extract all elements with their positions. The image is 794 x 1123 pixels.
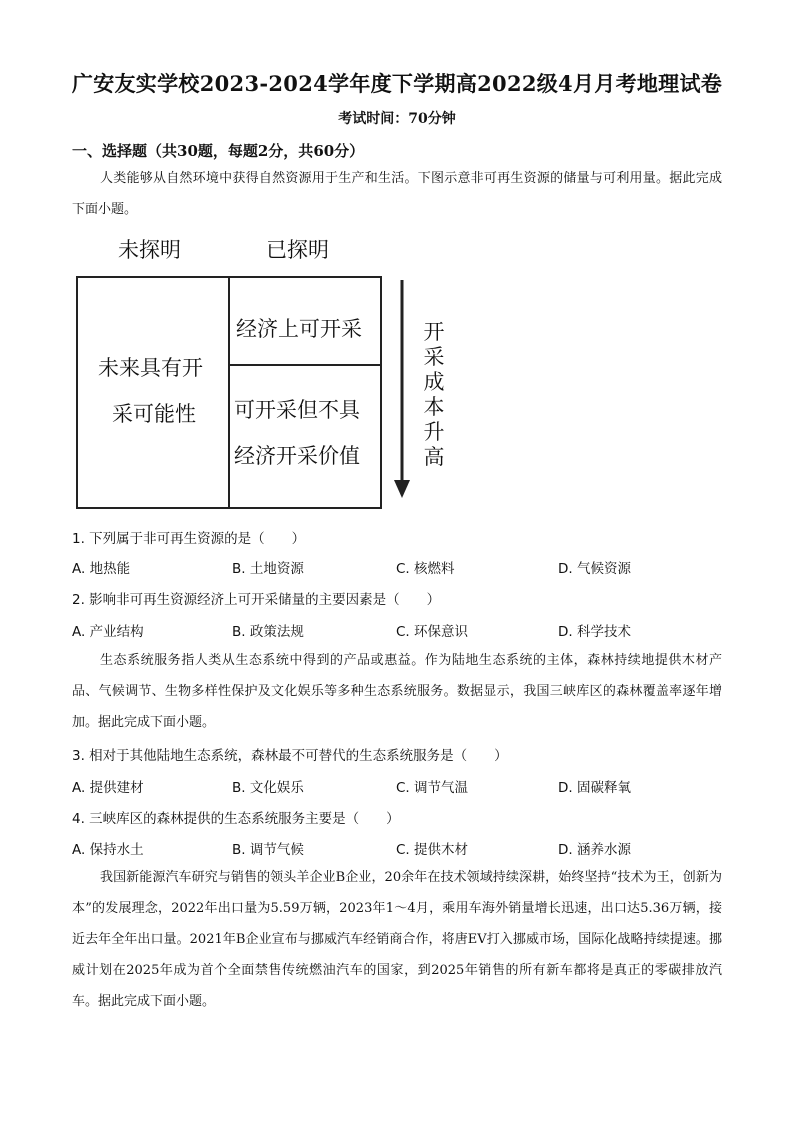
arrow-label-char: 本	[423, 395, 445, 419]
section-heading: 一、选择题（共30题，每题2分，共60分）	[72, 142, 365, 160]
resource-diagram	[70, 228, 470, 514]
option-b[interactable]: B. 文化娱乐	[232, 780, 304, 796]
diagram-vertical-divider	[228, 276, 230, 509]
option-d[interactable]: D. 科学技术	[558, 624, 631, 640]
option-a[interactable]: A. 保持水土	[72, 842, 144, 858]
passage-3: 我国新能源汽车研究与销售的领头羊企业B企业，20余年在技术领域持续深耕，始终坚持“技术为王，创新为本”的发展理念，2022年出口量为5.59万辆，2023年1～4月，乘用车海外销量增长迅速，出口达5.36万辆，接近去年全年出口量。2021年B企业宣布与挪威汽车经销商合作，将唐EV打入挪威市场，国际化战略持续提速。挪威计划在2025年成为首个全面禁售传统燃油汽车的国家，到2025年销售的所有新车都将是真正的零碳排放汽车。据此完成下面小题。	[72, 870, 722, 1009]
exam-duration: 考试时间：70分钟	[338, 111, 456, 127]
option-a[interactable]: A. 地热能	[72, 561, 131, 577]
passage-2: 生态系统服务指人类从生态系统中得到的产品或惠益。作为陆地生态系统的主体，森林持续地提供木材产品、气候调节、生物多样性保护及文化娱乐等多种生态系统服务。数据显示，我国三峡库区的森林覆盖率逐年增加。据此完成下面小题。	[72, 653, 722, 730]
option-c[interactable]: C. 环保意识	[396, 624, 469, 640]
option-b[interactable]: B. 政策法规	[232, 624, 304, 640]
option-b[interactable]: B. 土地资源	[232, 561, 304, 577]
option-a[interactable]: A. 产业结构	[72, 624, 144, 640]
right-bottom-line1: 可开采但不具	[234, 398, 360, 422]
arrow-down-icon	[390, 278, 414, 500]
exam-title: 广安友实学校2023-2024学年度下学期高2022级4月月考地理试卷	[71, 71, 723, 96]
option-c[interactable]: C. 提供木材	[396, 842, 469, 858]
option-d[interactable]: D. 固碳释氧	[558, 780, 631, 796]
diagram-horizontal-divider	[228, 364, 382, 366]
arrow-label	[422, 320, 446, 470]
question-4-stem: 4. 三峡库区的森林提供的生态系统服务主要是（ ）	[72, 811, 400, 827]
left-cell-line1: 未来具有开	[98, 356, 203, 380]
arrow-label-char: 高	[423, 445, 445, 469]
arrow-label-char: 开	[423, 320, 445, 344]
left-cell-line2: 采可能性	[112, 402, 196, 426]
passage-1: 人类能够从自然环境中获得自然资源用于生产和生活。下图示意非可再生资源的储量与可利用量。据此完成下面小题。	[72, 171, 722, 217]
label-explored: 已探明	[266, 238, 329, 262]
option-a[interactable]: A. 提供建材	[72, 780, 144, 796]
label-unexplored: 未探明	[118, 238, 181, 262]
question-2-stem: 2. 影响非可再生资源经济上可开采储量的主要因素是（ ）	[72, 592, 441, 608]
option-c[interactable]: C. 核燃料	[396, 561, 455, 577]
option-d[interactable]: D. 涵养水源	[558, 842, 631, 858]
arrow-label-char: 采	[423, 345, 445, 369]
right-bottom-line2: 经济开采价值	[234, 444, 360, 468]
question-1-stem: 1. 下列属于非可再生资源的是（ ）	[72, 531, 306, 547]
arrow-label-char: 成	[423, 370, 445, 394]
right-top-cell: 经济上可开采	[236, 317, 362, 341]
option-d[interactable]: D. 气候资源	[558, 561, 631, 577]
option-b[interactable]: B. 调节气候	[232, 842, 304, 858]
question-3-stem: 3. 相对于其他陆地生态系统，森林最不可替代的生态系统服务是（ ）	[72, 748, 508, 764]
arrow-label-char: 升	[423, 420, 445, 444]
option-c[interactable]: C. 调节气温	[396, 780, 469, 796]
